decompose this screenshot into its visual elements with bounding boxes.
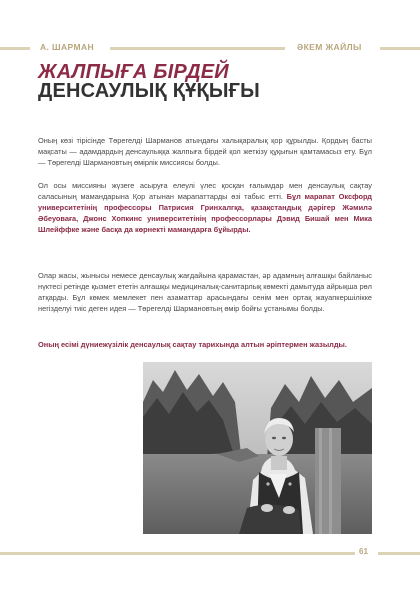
paragraph-awards xyxy=(38,181,372,235)
header-section-label: ӘКЕМ ЖАЙЛЫ xyxy=(297,42,362,52)
header-rule-left xyxy=(0,47,30,50)
paragraph-primary-care: Олар жасы, жынысы немесе денсаулық жағдайына қарамастан, әр адамның алғашқы байланыс нүктесі ретінде қызмет ететін алғашқы медициналық-санитарлық көмекті дамытуда айрықша рөл атқарды. Бұл көмек мемлекет пен азаматтар арасындағы сенім мен ортақ жауапкершілікке негізделуі тиіс деген идея — Төрегелді Шармановтың өмір бойғы ұстанымы болды. xyxy=(38,271,372,313)
header-rule-right xyxy=(380,47,420,50)
paragraph-awards-highlight: Бұл марапат Оксфорд университетінің профессоры Патрисия Гринхалгқа, қазақстандық дәрігер Жәмилә Әбеуоваға, Джонс Хопкинс университетінің профессорлары Дэвид Бишай мен Мика Шлейффке және басқа да көрнекті мамандарға бұйырды. xyxy=(38,192,372,234)
paragraph-legacy: Оның есімі дүниежүзілік денсаулық сақтау тарихында алтын әріптермен жазылды. xyxy=(38,340,347,350)
page-title-line1: ЖАЛПЫҒА БІРДЕЙ xyxy=(38,61,229,83)
footer-rule-right xyxy=(378,552,420,555)
paragraph-awards-plain: Ол осы миссияны жүзеге асыруға елеулі үлес қосқан ғалымдар мен денсаулық сақтау саласының мамандарына Қор атынан марапаттарды өзі табыс етті. xyxy=(38,181,372,202)
page-title-line2: ДЕНСАУЛЫҚ ҚҰҚЫҒЫ xyxy=(38,80,260,102)
footer-rule-left xyxy=(0,552,355,555)
page-number: 61 xyxy=(359,547,368,556)
header-author-label: А. ШАРМАН xyxy=(40,42,95,52)
paragraph-foundation: Оның көзі тірісінде Төрегелді Шарманов атындағы халықаралық қор құрылды. Қордың басты мақсаты — адамдардың денсаулыққа жалпыға бірдей қол жеткізу құқығын қамтамасыз ету. Бұл — Төрегелді Шармановтың өмірлік миссиясы болды. xyxy=(38,136,372,167)
portrait-photo xyxy=(143,362,372,534)
header-rule-middle xyxy=(110,47,285,50)
